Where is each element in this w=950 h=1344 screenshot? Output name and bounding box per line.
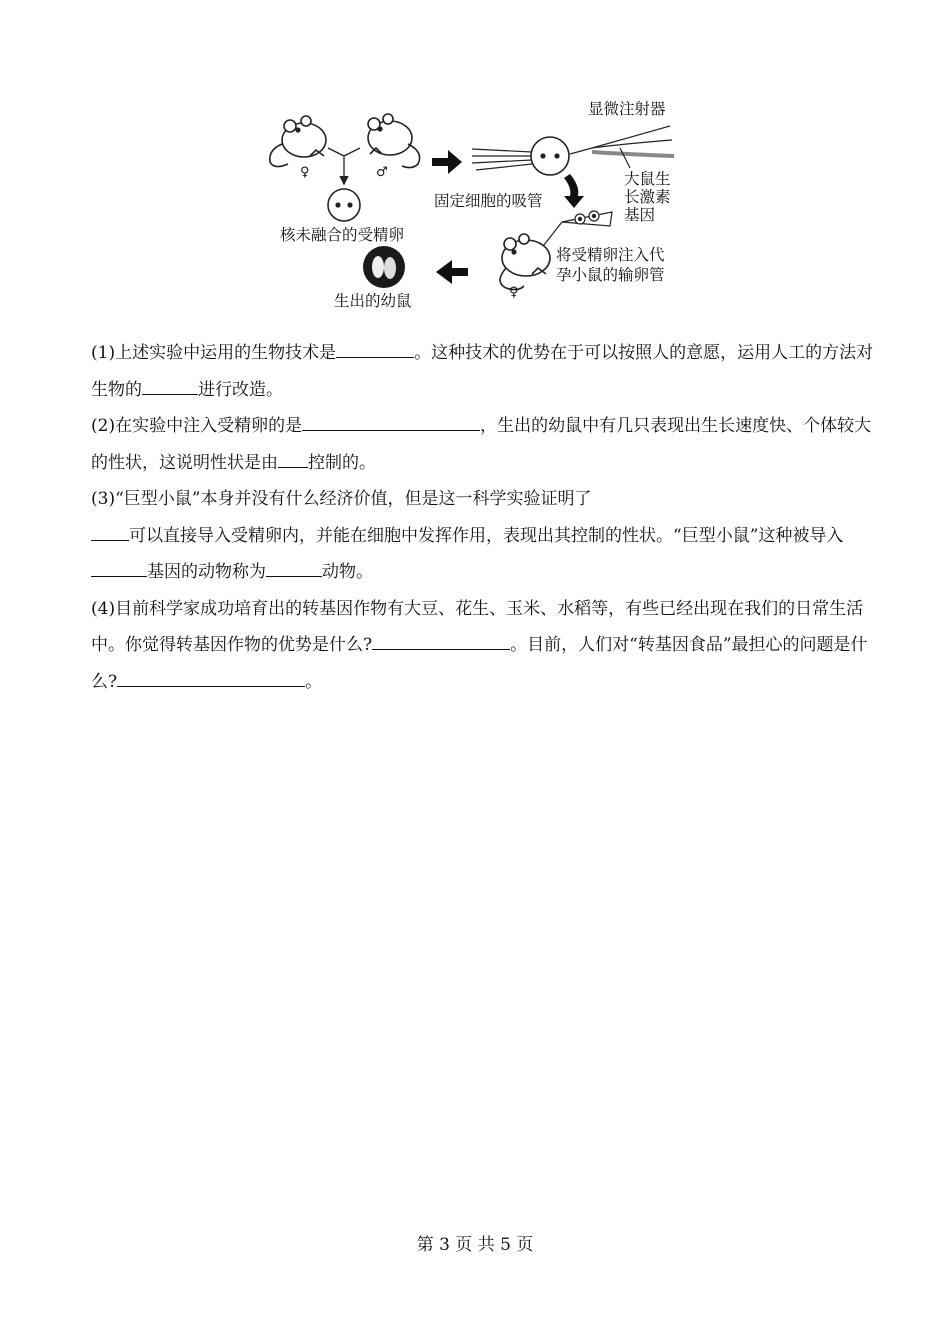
question-3-text-b: 可以直接导入受精卵内，并能在细胞中发挥作用，表现出其控制的性状。“巨型小鼠”这种被导入: [129, 525, 844, 546]
questions: [91, 335, 881, 700]
question-3: [91, 481, 881, 591]
arrow-down-icon: [564, 174, 584, 208]
answer-blank-1a[interactable]: [336, 338, 414, 358]
question-2-text-b: ，生出的幼鼠中有几只表现出生长速度快、个体较大的性状，这说明性状是由: [91, 416, 872, 473]
answer-blank-3b[interactable]: [91, 557, 147, 577]
question-4-text-b: 。目前，人们对“转基因食品”最担心的问题是什么?: [91, 635, 868, 692]
page-footer: 第 3 页 共 5 页: [416, 1235, 534, 1255]
zygote-icon: [328, 189, 360, 221]
question-1-text-c: 进行改造。: [198, 379, 283, 400]
surrogate-mouse-icon: [500, 234, 550, 290]
question-2-text-a: (2)在实验中注入受精卵的是: [91, 416, 303, 436]
inject-label-line2: 孕小鼠的输卵管: [556, 266, 665, 284]
female-symbol: ♀: [300, 165, 310, 180]
egg-cell-icon: [531, 137, 569, 175]
question-3-text-a: (3)“巨型小鼠”本身并没有什么经济价值，但是这一科学实验证明了: [91, 489, 592, 509]
question-1-text-a: (1)上述实验中运用的生物技术是: [91, 343, 337, 363]
question-2: [91, 408, 881, 481]
pipette-label: 固定细胞的吸管: [434, 192, 543, 210]
question-4: [91, 591, 881, 701]
experiment-diagram: [262, 92, 692, 312]
question-3-text-d: 动物。: [322, 562, 373, 582]
gene-label-line1: 大鼠生: [624, 170, 671, 188]
offspring-mice-icon: [363, 246, 405, 288]
answer-blank-1b[interactable]: [142, 375, 198, 395]
mating-connector: [328, 148, 360, 184]
gene-label-line3: 基因: [624, 206, 656, 224]
surrogate-female-symbol: ♀: [509, 285, 519, 300]
arrow-right-icon: [432, 150, 462, 174]
zygote-label: 核未融合的受精卵: [280, 226, 405, 244]
gene-label-line2: 长激素: [624, 188, 671, 206]
answer-blank-4a[interactable]: [372, 630, 510, 650]
question-1: [91, 335, 881, 408]
question-4-text-a: (4)目前科学家成功培育出的转基因作物有大豆、花生、玉米、水稻等，有些已经出现在我们的日常生活中。你觉得转基因作物的优势是什么?: [91, 598, 864, 655]
question-4-text-c: 。: [305, 671, 323, 692]
answer-blank-2b[interactable]: [278, 448, 308, 468]
female-mouse-icon: [270, 116, 326, 167]
microinjector-label: 显微注射器: [588, 100, 666, 118]
answer-blank-2a[interactable]: [302, 411, 480, 431]
offspring-label: 生出的幼鼠: [334, 292, 412, 310]
pipette-icon: [472, 149, 532, 170]
arrow-left-icon: [436, 260, 468, 284]
answer-blank-3a[interactable]: [91, 521, 129, 541]
male-symbol: ♂: [376, 165, 388, 180]
microinjector-icon: [570, 126, 674, 168]
male-mouse-icon: [368, 114, 420, 168]
answer-blank-4b[interactable]: [117, 667, 305, 687]
question-3-text-c: 基因的动物称为: [147, 562, 266, 582]
answer-blank-3c[interactable]: [266, 557, 322, 577]
question-1-text-b: 。这种技术的优势在于可以按照人的意愿，运用人工的方法对生物的: [91, 343, 874, 400]
inject-label-line1: 将受精卵注入代: [556, 246, 665, 264]
question-2-text-c: 控制的。: [308, 452, 376, 473]
injected-eggs-icon: [540, 211, 612, 250]
